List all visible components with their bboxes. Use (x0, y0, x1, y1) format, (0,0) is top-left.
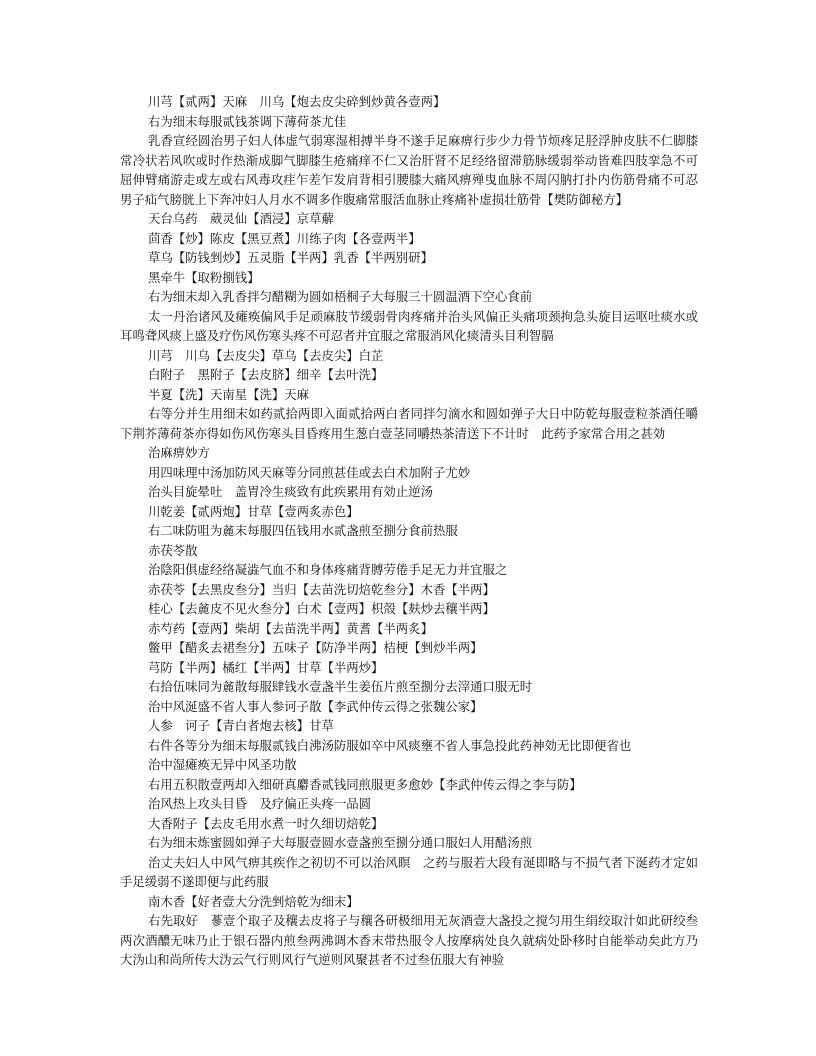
text-line-12: 半夏【洗】天南星【洗】天麻 (148, 386, 310, 402)
text-line-9: 太一丹治诸风及瘫痪偏风手足顽麻肢节缓弱骨肉疼痛并治头风偏正头痛项颈拘急头旋目运呕吐痰水或耳鸣聋风痰上盛及疗伤风伤寒头疼不可忍者并宜服之常服消风化痰清头目利智膈 (120, 308, 698, 343)
text-line-27: 治中风涎盛不省人事人参诃子散【李武仲传云得之张魏公家】 (148, 698, 483, 714)
text-line-23: 赤芍药【壹两】柴胡【去苗洗半两】黄耆【半两炙】 (148, 620, 433, 636)
text-line-37: 右先取好 蔘壹个取子及穰去皮将子与穰各研极细用无灰酒壹大盏投之搅匀用生绢绞取汁如此研绞叁两次酒醲无味乃止于银石器内煎叁两沸调木香末带热服令人按摩病处良久就病处卧移时自能举动矣此方乃大沩山和尚所传大沩云气行则风行气逆则风聚甚者不过叁伍服大有神验 (120, 913, 698, 967)
text-line-21: 赤茯苓【去黑皮叁分】当归【去苗洗切焙乾叁分】木香【半两】 (148, 581, 495, 597)
text-line-10: 川芎 川乌【去皮尖】草乌【去皮尖】白芷 (148, 347, 384, 363)
text-line-17: 川乾姜【贰两炮】甘草【壹两炙赤色】 (148, 503, 359, 519)
text-line-1: 川芎【贰两】天麻 川乌【炮去皮尖碎剉炒黄各壹两】 (148, 94, 446, 109)
text-line-28: 人参 诃子【青白者炮去核】甘草 (148, 718, 334, 733)
text-line-35: 治丈夫妇人中风气痹其疾作之初切不可以治风瞑 之药与服若大段有涎即略与不损气者下涎药才定如手足缓弱不遂即便与此药服 (120, 854, 698, 889)
text-line-31: 右用五积散壹两却入细研真麝香贰钱同煎服更多愈妙【李武仲传云得之李与防】 (148, 776, 582, 792)
text-line-30: 治中湿瘫痪无异中风圣功散 (148, 757, 297, 772)
text-line-36: 南木香【好者壹大分洗剉焙乾为细末】 (148, 893, 359, 909)
text-line-15: 用四味理中汤加防风天麻等分同煎甚佳或去白术加附子尤妙 (148, 464, 471, 480)
text-line-20: 治陰阳俱虚经络凝澁气血不和身体疼痛背膊劳倦手足无力并宜服之 (148, 562, 508, 577)
text-line-8: 右为细末却入乳香拌匀醋糊为圆如梧桐子大每服三十圆温酒下空心食前 (148, 289, 533, 304)
text-line-7: 黑牵牛【取粉捌钱】 (148, 269, 260, 285)
text-line-24: 鳖甲【醋炙去裙叁分】五味子【防净半两】桔梗【剉炒半两】 (148, 640, 483, 655)
text-line-13: 右等分并生用细末如药贰拾两即入面贰拾两白者同拌匀滴水和圆如弹子大日中防乾每服壹粒茶酒任嚼下荆芥薄荷茶亦得如伤风伤寒头目昏疼用生葱白壹茎同嚼热茶清送下不计时 此药予家常合用之甚効 (120, 406, 698, 441)
text-line-5: 茴香【炒】陈皮【黑豆煮】川练子肉【各壹两半】 (148, 230, 421, 246)
text-line-14: 治麻痹妙方 (148, 445, 210, 460)
text-line-29: 右件各等分为细末每服贰钱白沸汤防服如卒中风痰壅不省人事急投此药神効无比即便省也 (148, 737, 632, 753)
text-line-26: 右拾伍味同为麄散每服肆钱水壹盏半生姜伍片煎至捌分去滓通口服无时 (148, 679, 533, 694)
text-line-19: 赤茯苓散 (148, 542, 198, 558)
text-line-11: 白附子 黑附子【去皮脐】细辛【去叶洗】 (148, 367, 384, 382)
text-line-22: 桂心【去麄皮不见火叁分】白术【壹两】枳殼【麸炒去穰半两】 (148, 601, 495, 616)
text-line-18: 右二味防咀为麄末每服四伍钱用水贰盏煎至捌分食前热服 (148, 523, 458, 538)
text-line-2: 右为细末每服贰钱茶调下薄荷茶尤佳 (148, 113, 347, 129)
text-line-6: 草乌【防钱剉炒】五灵脂【半两】乳香【半两别研】 (148, 250, 433, 265)
text-line-33: 大香附子【去皮毛用水煮一时久细切焙乾】 (148, 815, 384, 831)
text-line-3: 乳香宣经圆治男子妇人体虚气弱寒湿相搏半身不遂手足麻痹行步少力骨节烦疼足胫浮肿皮肤不仁脚膝常冷状若风吹或时作热渐成脚气脚膝生疮痛痒不仁又治肝肾不足经络留滞筋脉缓弱举动皆难四肢挛急不可屈伸臂痛游走或左或右风毒攻疰乍差乍发肩背相引腰膝大痛风痹殚曳血脉不周闪肭打扑内伤筋骨痛不可忍男子疝气膀胱上下奔冲妇人月水不调多作腹痛常服活血脉止疼痛补虚损壮筋骨【樊防御秘方】 (120, 133, 698, 207)
text-line-4: 天台乌药 葳灵仙【酒浸】京草薢 (148, 211, 334, 226)
document-page (120, 92, 698, 970)
text-line-32: 治风热上攻头目昏 及疗偏正头疼一品圆 (148, 796, 372, 811)
text-line-25: 芎防【半两】橘红【半两】甘草【半两炒】 (148, 659, 384, 675)
text-line-16: 治头目旋晕吐 盖胃冷生痰致有此疾累用有効止逆汤 (148, 484, 433, 499)
text-line-34: 右为细末炼蜜圆如弹子大每服壹圆水壹盏煎至捌分通口服妇人用醋汤煎 (148, 835, 533, 850)
